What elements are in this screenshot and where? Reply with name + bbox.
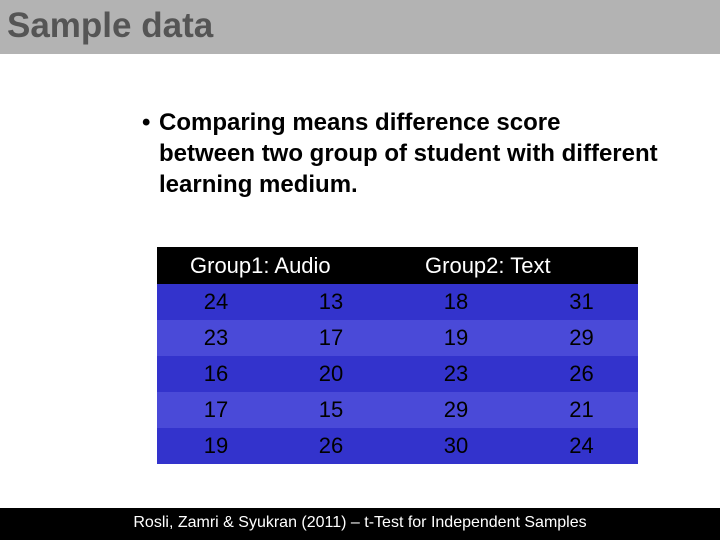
slide-title: Sample data [7, 6, 214, 45]
bullet-marker: • [142, 109, 151, 136]
table-cell: 29 [525, 320, 638, 356]
footer-citation: Rosli, Zamri & Syukran (2011) – t-Test for Independent Samples [133, 514, 587, 531]
table-cell: 15 [275, 392, 387, 428]
table-cell: 19 [157, 428, 275, 464]
table-row [157, 356, 638, 392]
table-cell: 20 [275, 356, 387, 392]
table-header-row [157, 247, 638, 284]
table-cell: 21 [525, 392, 638, 428]
table-row [157, 392, 638, 428]
table-cell: 17 [275, 320, 387, 356]
table-cell: 23 [387, 356, 525, 392]
table-cell: 13 [275, 284, 387, 320]
data-table [157, 247, 638, 464]
table-cell: 18 [387, 284, 525, 320]
table-row [157, 428, 638, 464]
table-row [157, 284, 638, 320]
table-cell: 29 [387, 392, 525, 428]
table-cell: 26 [275, 428, 387, 464]
table-cell: 17 [157, 392, 275, 428]
title-bar [0, 0, 720, 54]
table-cell: 16 [157, 356, 275, 392]
header-group2: Group2: Text [387, 247, 638, 284]
table-cell: 24 [525, 428, 638, 464]
table-cell: 24 [157, 284, 275, 320]
table-cell: 23 [157, 320, 275, 356]
footer-bar [0, 508, 720, 540]
table-cell: 31 [525, 284, 638, 320]
table-cell: 30 [387, 428, 525, 464]
table-cell: 19 [387, 320, 525, 356]
table-cell: 26 [525, 356, 638, 392]
bullet-text: Comparing means difference score between two group of student with different learning medium. [159, 109, 658, 198]
header-group1: Group1: Audio [157, 247, 387, 284]
table-row [157, 320, 638, 356]
